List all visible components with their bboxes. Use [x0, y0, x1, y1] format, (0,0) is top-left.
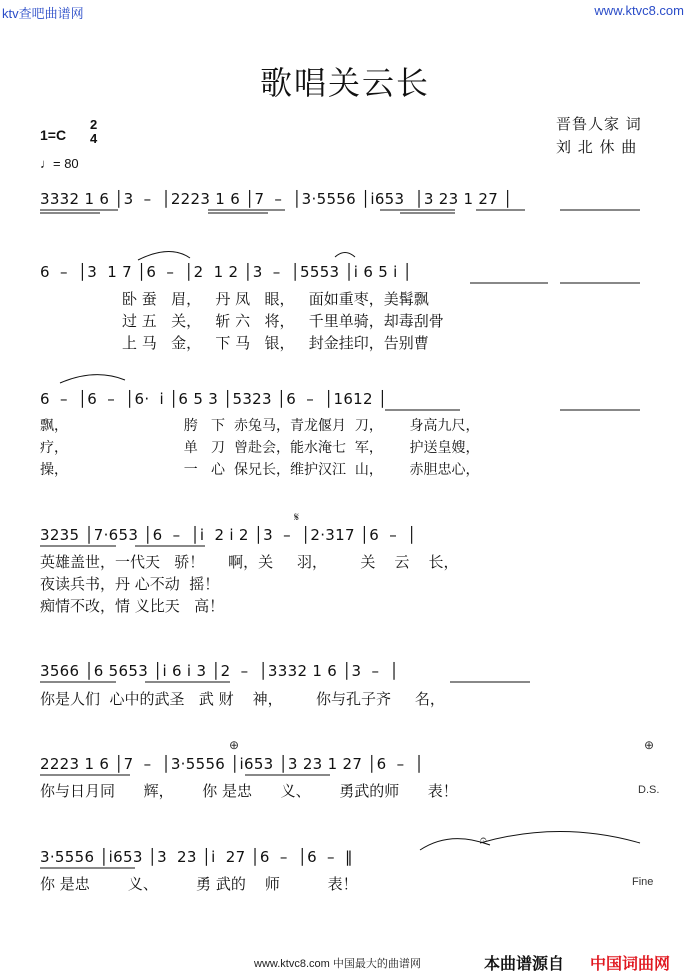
song-title: 歌唱关云长 — [259, 64, 430, 102]
site-watermark-right: www.ktvc8.com — [594, 3, 684, 18]
lyricist-credit: 晋鲁人家 词 — [556, 115, 642, 133]
key-signature: 1=C — [40, 127, 67, 143]
coda-icon-left: ⊕ — [229, 738, 240, 752]
footer-source-label: 本曲谱源自 — [484, 954, 565, 973]
lyric-row-4-verse-1: 英雄盖世，一代天 骄！ 啊，关 羽， 关 云 长， — [40, 553, 459, 571]
lyric-row-4-verse-3: 痴情不改，情 义比天 高！ — [40, 597, 225, 615]
lyric-row-3-verse-1: 飘， 胯 下 赤兔马，青龙偃月 刀， 身高九尺， — [40, 418, 480, 434]
composer-credit: 刘 北 休 曲 — [556, 138, 638, 156]
lyric-row-3-verse-3: 操， 一 心 保兄长，维护汉江 山， 赤胆忠心， — [40, 462, 480, 478]
lyric-row-2-verse-1: 卧 蚕 眉， 丹 凤 眼， 面如重枣，美髯飘 — [122, 290, 429, 308]
coda-icon-right: ⊕ — [644, 738, 655, 752]
lyric-row-2-verse-2: 过 五 关， 斩 六 将， 千里单骑，却毒刮骨 — [122, 312, 444, 330]
notation-row-1: 3332 1 6 │3 – │2223 1 6 │7 – │3·5556 │i653 │3 23 1 27 │ — [40, 190, 513, 208]
dal-segno-mark: D.S. — [638, 784, 660, 796]
fermata-icon: 𝄐 — [480, 832, 487, 846]
lyric-row-4-verse-2: 夜读兵书，丹 心不动 摇！ — [40, 575, 220, 593]
tempo-value: = 80 — [53, 156, 79, 171]
notation-row-4: 3235 │7·653 │6 – │i 2 i 2 │3 – │2·317 │6 – │ — [40, 526, 417, 544]
time-signature-bottom: 4 — [90, 131, 98, 146]
notation-row-3: 6 – │6 – │6· i │6 5 3 │5323 │6 – │1612 │ — [40, 390, 388, 408]
lyric-row-7: 你 是忠 义、 勇 武的 师 表！ — [40, 875, 358, 893]
quarter-note-icon: ♩ — [40, 156, 53, 171]
notation-row-6: 2223 1 6 │7 – │3·5556 │i653 │3 23 1 27 │6 – │ — [40, 755, 424, 773]
lyric-row-5: 你是人们 心中的武圣 武 财 神， 你与孔子齐 名， — [40, 690, 445, 708]
notation-row-2: 6 – │3 1 7 │6 – │2 1 2 │3 – │5553 │i 6 5 i │ — [40, 263, 413, 281]
site-watermark-left: ktv查吧曲谱网 — [2, 6, 84, 21]
lyric-row-3-verse-2: 疗， 单 刀 曾赴会，能水淹七 军， 护送皇嫂， — [40, 440, 480, 456]
notation-row-7: 3·5556 │i653 │3 23 │i 27 │6 – │6 – ‖ — [40, 848, 353, 866]
notation-row-5: 3566 │6 5653 │i 6 i 3 │2 – │3332 1 6 │3 – │ — [40, 662, 399, 680]
lyric-row-6: 你与日月同 辉， 你 是忠 义、 勇武的师 表！ — [40, 782, 458, 800]
segno-icon: 𝄋 — [294, 510, 300, 524]
lyric-row-2-verse-3: 上 马 金， 下 马 银， 封金挂印，告别曹 — [122, 334, 429, 352]
time-signature-top: 2 — [90, 117, 98, 132]
footer-brand[interactable]: 中国词曲网 — [590, 954, 671, 973]
fine-mark: Fine — [632, 876, 654, 888]
footer-site-url[interactable]: www.ktvc8.com 中国最大的曲谱网 — [254, 958, 421, 970]
